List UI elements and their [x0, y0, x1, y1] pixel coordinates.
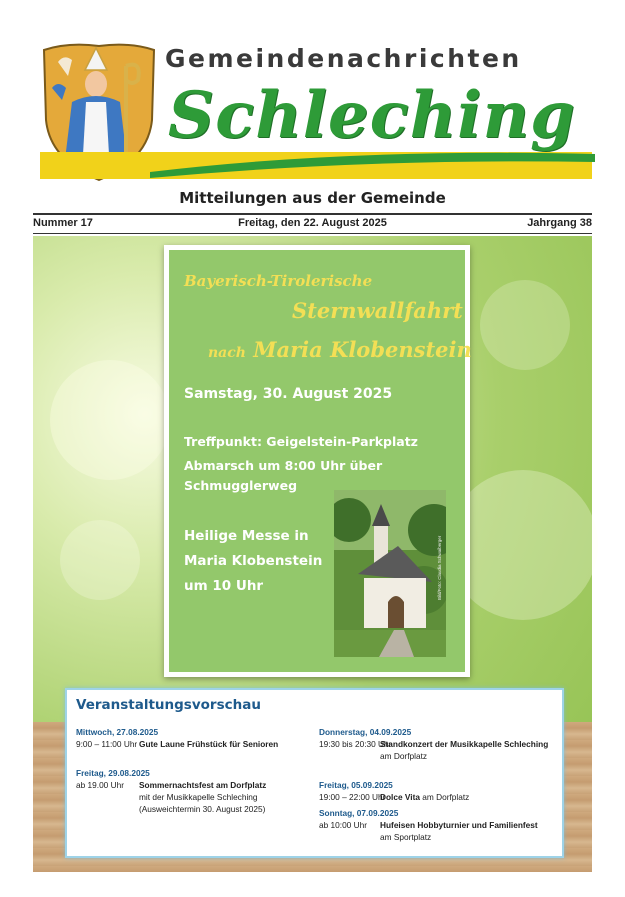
poster-departure-line1: Abmarsch um 8:00 Uhr über: [184, 458, 383, 473]
event-name: Sommernachtsfest am Dorfplatz: [139, 780, 267, 790]
event-name: Standkonzert der Musikkapelle Schleching: [380, 739, 549, 749]
poster-date: Samstag, 30. August 2025: [184, 386, 393, 402]
event-time: 19:30 bis 20:30 Uhr: [319, 739, 392, 749]
poster-meeting-point: Treffpunkt: Geigelstein-Parkplatz: [184, 434, 418, 449]
event-time: ab 19.00 Uhr: [76, 780, 124, 790]
event-date: Mittwoch, 27.08.2025: [76, 727, 159, 737]
poster-mass-line2: Maria Klobenstein: [184, 553, 323, 569]
event-detail: am Dorfplatz: [380, 751, 428, 761]
poster-heading-prefix: nach: [208, 345, 246, 361]
bokeh-light: [60, 520, 140, 600]
church-photo: [334, 490, 446, 657]
event-name: Gute Laune Frühstück für Senioren: [139, 739, 279, 749]
poster-heading-place: Maria Klobenstein: [253, 337, 472, 362]
poster-departure-line2: Schmugglerweg: [184, 478, 298, 493]
event-detail: am Sportplatz: [380, 832, 432, 842]
event-date: Freitag, 29.08.2025: [76, 768, 150, 778]
poster-heading-line1: Bayerisch-Tirolerische: [184, 272, 373, 290]
event-name: Dolce Vita: [380, 792, 420, 802]
issue-number: Nummer 17: [33, 217, 93, 229]
issue-rule-bottom: [33, 233, 592, 234]
event-time: 9:00 – 11:00 Uhr: [76, 739, 138, 749]
issue-date: Freitag, den 22. August 2025: [238, 217, 387, 229]
event-place: am Dorfplatz: [419, 792, 470, 802]
event-date: Sonntag, 07.09.2025: [319, 808, 399, 818]
bokeh-light: [50, 360, 170, 480]
event-time: 19:00 – 22:00 Uhr: [319, 792, 386, 802]
photo-credit: Bild/Foto: Claudia Schwaiberger: [437, 535, 442, 600]
event-detail: (Ausweichtermin 30. August 2025): [139, 804, 266, 814]
event-date: Donnerstag, 04.09.2025: [319, 727, 412, 737]
poster-heading-line2: Sternwallfahrt: [292, 298, 463, 323]
event-name: Hufeisen Hobbyturnier und Familienfest: [380, 820, 538, 830]
masthead-title-top: Gemeindenachrichten: [165, 44, 522, 73]
poster-mass-line1: Heilige Messe in: [184, 528, 309, 544]
masthead-tagline: Mitteilungen aus der Gemeinde: [179, 189, 446, 207]
events-title: Veranstaltungsvorschau: [76, 697, 261, 713]
issue-volume: Jahrgang 38: [527, 217, 592, 229]
event-name-line: [380, 792, 469, 803]
event-date: Freitag, 05.09.2025: [319, 780, 393, 790]
masthead-title-main: Schleching: [168, 78, 576, 153]
poster-heading-line3: [208, 337, 472, 362]
issue-rule-top: [33, 213, 592, 215]
bokeh-light: [480, 280, 570, 370]
bokeh-light: [448, 470, 598, 620]
event-detail: mit der Musikkapelle Schleching: [139, 792, 258, 802]
event-time: ab 10:00 Uhr: [319, 820, 367, 830]
poster-mass-line3: um 10 Uhr: [184, 578, 264, 594]
